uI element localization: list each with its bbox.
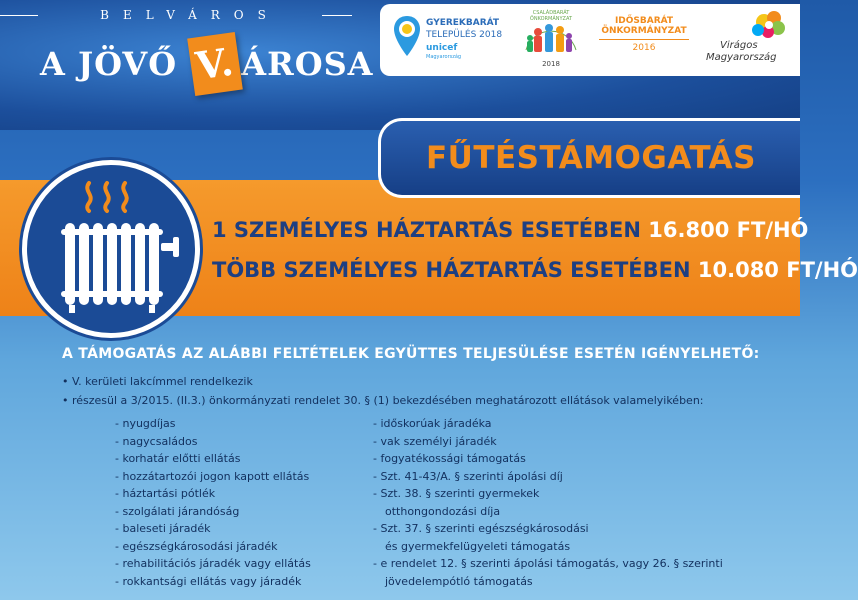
list-item-continuation: és gyermekfelügyeleti támogatás <box>385 539 571 553</box>
list-item: - szolgálati járandóság <box>115 504 240 518</box>
unicef-line-1: GYEREKBARÁT <box>426 18 500 28</box>
family-logo-year: 2018 <box>542 60 560 68</box>
radiator-icon <box>22 160 200 338</box>
brand-subtitle: BELVÁROS <box>100 8 280 22</box>
brand-text-left: A JÖVŐ <box>40 45 178 83</box>
partner-logos <box>380 4 800 76</box>
list-item: - háztartási pótlék <box>115 487 216 500</box>
list-item: - időskorúak járadéka <box>373 417 492 430</box>
family-logo <box>516 10 586 70</box>
list-item: - korhatár előtti ellátás <box>115 452 241 465</box>
unicef-line-4: Magyarország <box>426 54 462 60</box>
list-item: - fogyatékossági támogatás <box>373 452 526 465</box>
rate-single-label: 1 SZEMÉLYES HÁZTARTÁS ESETÉBEN <box>212 218 641 242</box>
brand-logo <box>40 35 374 93</box>
rate-single-value: 16.800 FT/HÓ <box>648 218 809 242</box>
title-box <box>378 118 800 198</box>
list-item: - nyugdíjas <box>115 417 176 430</box>
list-item: - e rendelet 12. § szerinti ápolási támogatás, vagy 26. § szerinti <box>373 557 723 570</box>
page-title: FŰTÉSTÁMOGATÁS <box>425 140 757 176</box>
eligible-benefits-left <box>115 415 311 590</box>
list-item-continuation: jövedelempótló támogatás <box>385 574 533 588</box>
flower-icon <box>702 10 798 44</box>
list-item: - rokkantsági ellátás vagy járadék <box>115 574 302 588</box>
conditions-heading: A TÁMOGATÁS AZ ALÁBBI FELTÉTELEK EGYÜTTES TELJESÜLÉSE ESETÉN IGÉNYELHETŐ: <box>62 346 760 362</box>
rate-multi-label: TÖBB SZEMÉLYES HÁZTARTÁS ESETÉBEN <box>212 258 691 282</box>
condition-bullet: • V. kerületi lakcímmel rendelkezik <box>62 375 253 388</box>
unicef-logo <box>392 10 510 70</box>
unicef-line-3: unicef <box>426 43 458 53</box>
pin-icon <box>392 14 422 58</box>
flower-line-2: Magyarország <box>706 52 777 63</box>
rate-single-household <box>212 218 808 242</box>
family-logo-text: CSALÁDBARÁT ÖNKORMÁNYZAT <box>529 10 573 22</box>
eligible-benefits-right <box>373 415 723 590</box>
list-item: - nagycsaládos <box>115 434 198 448</box>
rate-multi-value: 10.080 FT/HÓ <box>697 258 858 282</box>
senior-year: 2016 <box>632 43 656 53</box>
list-item: - hozzátartozói jogon kapott ellátás <box>115 469 310 483</box>
list-item: - Szt. 38. § szerinti gyermekek <box>373 487 540 500</box>
list-item: - Szt. 37. § szerinti egészségkárosodási <box>373 522 589 535</box>
list-item: - vak személyi járadék <box>373 434 497 448</box>
list-item: - baleseti járadék <box>115 522 211 535</box>
list-item: - Szt. 41-43/A. § szerinti ápolási díj <box>373 469 563 483</box>
senior-line-1: IDŐSBARÁT <box>614 16 674 26</box>
flower-logo <box>702 10 798 70</box>
flower-line-1: Virágos <box>720 40 758 51</box>
brand-text-right: ÁROSA <box>241 45 374 83</box>
rate-multi-household <box>212 258 858 282</box>
senior-logo <box>596 10 692 70</box>
unicef-line-2: TELEPÜLÉS 2018 <box>426 30 503 40</box>
condition-bullet: • részesül a 3/2015. (II.3.) önkormányzati rendelet 30. § (1) bekezdésében meghatározott ellátások valamelyikében: <box>62 394 704 407</box>
senior-rule <box>599 39 689 40</box>
brand-v-badge: V. <box>187 32 243 96</box>
list-item: - egészségkárosodási járadék <box>115 539 278 553</box>
brand-rule-right <box>322 15 352 16</box>
senior-line-2: ÖNKORMÁNYZAT <box>601 26 687 36</box>
list-item-continuation: otthongondozási díja <box>385 504 501 518</box>
radiator-graphic <box>27 165 195 333</box>
list-item: - rehabilitációs járadék vagy ellátás <box>115 557 311 570</box>
